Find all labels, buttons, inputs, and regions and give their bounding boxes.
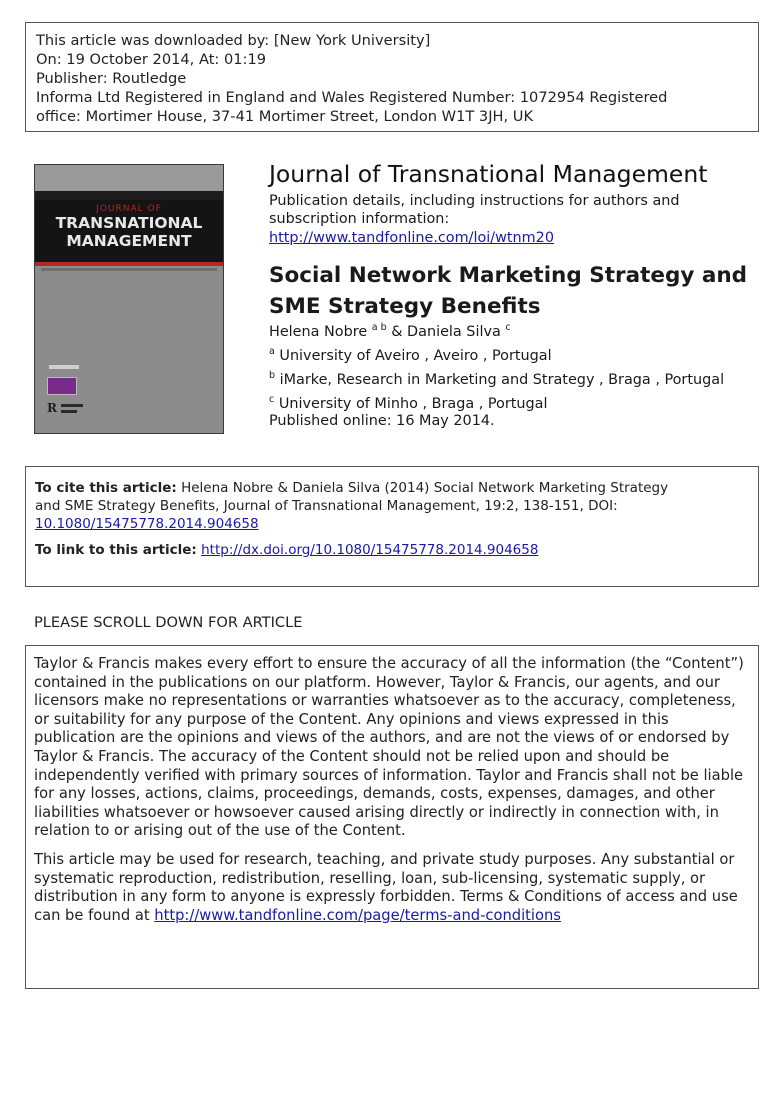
journal-url-link[interactable]: http://www.tandfonline.com/loi/wtnm20 [269, 230, 554, 246]
routledge-logo-icon: R [47, 401, 57, 415]
author-conjunction: & [391, 324, 403, 340]
journal-title: Journal of Transnational Management [269, 160, 708, 188]
cover-issue-strip [35, 191, 223, 200]
disclaimer-paragraph [34, 851, 750, 925]
disclaimer-paragraph: Taylor & Francis makes every effort to ensure the accuracy of all the information (the “Content”) contained in the publications on our platform. However, Taylor & Francis, our agents, and our licensors make no representations or warranties whatsoever as to the accuracy, completeness, or suitability for any purpose of the Content. Any opinions and views expressed in this publication are the opinions and views of the authors, and are not the views of or endorsed by Taylor & Francis. The accuracy of the Content should not be relied upon and should be independently verified with primary sources of information. Taylor and Francis shall not be liable for any losses, actions, claims, proceedings, demands, costs, expenses, damages, and other liabilities whatsoever or howsoever caused arising directly or indirectly in connection with, in relation to or arising out of the use of the Content. [34, 655, 744, 840]
scroll-down-note: PLEASE SCROLL DOWN FOR ARTICLE [34, 614, 303, 631]
download-line: Informa Ltd Registered in England and Wales Registered Number: 1072954 Registered [36, 89, 668, 106]
doi-link[interactable]: 10.1080/15475778.2014.904658 [35, 516, 259, 532]
cover-title-line2: MANAGEMENT [66, 232, 192, 250]
terms-and-conditions-link[interactable]: http://www.tandfonline.com/page/terms-and-conditions [154, 906, 561, 924]
citation-line2: and SME Strategy Benefits, Journal of Transnational Management, 19:2, 138-151, DOI: [35, 498, 618, 514]
link-line [35, 541, 749, 559]
author-affiliation-marks: a b [371, 322, 387, 333]
download-line: On: 19 October 2014, At: 01:19 [36, 51, 267, 68]
cover-publisher-text [61, 404, 83, 407]
cover-subtitle-strip [41, 268, 217, 271]
disclaimer-box [25, 645, 759, 989]
citation-text [35, 479, 749, 533]
link-label: To link to this article: [35, 542, 197, 558]
affiliation-mark: c [269, 394, 275, 405]
terms-text: This article may be used for research, teaching, and private study purposes. Any substantial or systematic reproduction, redistribution, reselling, loan, sub-licensing, systematic supply, or distribution in any form to anyone is expressly forbidden. Terms & Conditions of access and use can be found at [34, 850, 738, 924]
published-date: Published online: 16 May 2014. [269, 413, 495, 429]
publication-details: Publication details, including instructions for authors and subscription information: [269, 193, 680, 227]
cover-title-line1: TRANSNATIONAL [55, 214, 203, 232]
cover-mini-text [49, 365, 79, 369]
download-line: Publisher: Routledge [36, 70, 187, 87]
cover-badge [47, 377, 77, 395]
article-doi-url-link[interactable]: http://dx.doi.org/10.1080/15475778.2014.904658 [201, 542, 539, 558]
cover-title-band [35, 200, 223, 262]
affiliation-mark: a [269, 346, 275, 357]
author-name: Helena Nobre [269, 324, 368, 340]
download-line: office: Mortimer House, 37-41 Mortimer Street, London W1T 3JH, UK [36, 108, 534, 125]
download-notice [25, 22, 759, 132]
affiliation [269, 370, 724, 388]
citation-label: To cite this article: [35, 480, 177, 496]
article-title: Social Network Marketing Strategy and SME Strategy Benefits [269, 263, 748, 319]
affiliation-mark: b [269, 370, 276, 381]
author-name: Daniela Silva [407, 324, 501, 340]
citation-box [25, 466, 759, 587]
citation-line1: Helena Nobre & Daniela Silva (2014) Social Network Marketing Strategy [181, 480, 669, 496]
download-line: This article was downloaded by: [New York University] [36, 32, 431, 49]
cover-publisher-text [61, 410, 77, 413]
cover-journal-word: JOURNAL OF [96, 204, 162, 214]
authors-line [269, 322, 511, 340]
affiliation-text: University of Aveiro , Aveiro , Portugal [279, 348, 552, 364]
cover-red-line [35, 262, 223, 266]
affiliation-text: University of Minho , Braga , Portugal [278, 396, 548, 412]
author-affiliation-marks: c [505, 322, 511, 333]
journal-cover-image [34, 164, 224, 434]
affiliation [269, 394, 548, 412]
affiliation-text: iMarke, Research in Marketing and Strategy , Braga , Portugal [279, 372, 725, 388]
affiliation [269, 346, 552, 364]
